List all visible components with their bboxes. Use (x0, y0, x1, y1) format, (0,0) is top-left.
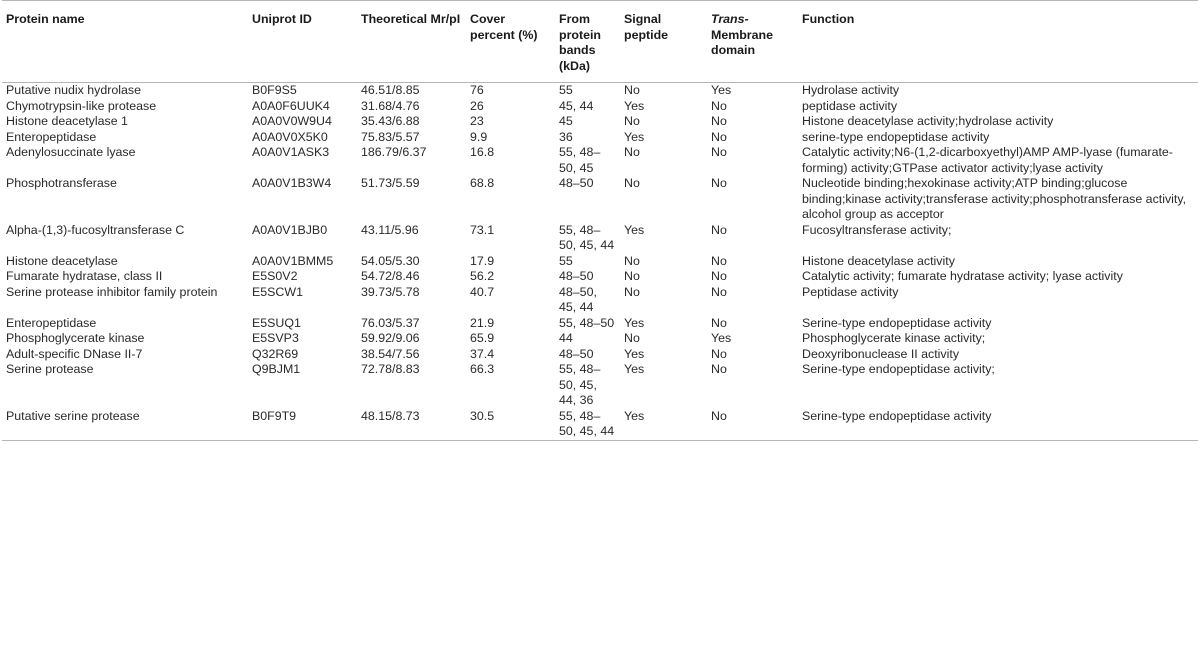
cell-function: Hydrolase activity (802, 83, 900, 97)
cell-protein-name: Phosphotransferase (6, 176, 117, 190)
cell-uniprot-id: A0A0V1BMM5 (252, 253, 334, 268)
cell-signal-peptide: Yes (620, 409, 707, 441)
cell-function: serine-type endopeptidase activity (802, 129, 990, 144)
cell-protein-name: Enteropeptidase (6, 129, 97, 144)
cell-theoretical: 186.79/6.37 (361, 145, 427, 159)
cell-protein-name: Putative serine protease (2, 409, 248, 441)
cell-signal-peptide: No (624, 145, 640, 159)
table-row (2, 269, 1198, 285)
cell-from-bands: 55 (559, 83, 573, 97)
cell-uniprot-id: A0A0V1B3W4 (252, 176, 332, 190)
cell-theoretical: 72.78/8.83 (361, 362, 420, 376)
cell-transmembrane: No (711, 176, 727, 190)
cell-from-bands: 55, 48–50, 45, 44 (555, 409, 620, 441)
cell-uniprot-id: A0A0V0W9U4 (252, 114, 332, 128)
table-row (2, 83, 1198, 99)
header-theoretical: Theoretical Mr/pI (357, 1, 466, 83)
cell-theoretical: 54.72/8.46 (361, 269, 420, 283)
cell-signal-peptide: No (624, 253, 640, 268)
cell-function: Phosphoglycerate kinase activity; (802, 331, 986, 345)
cell-transmembrane: No (711, 269, 727, 283)
cell-protein-name: Adenylosuccinate lyase (6, 145, 136, 159)
cell-from-bands: 55, 48–50, 45 (559, 145, 601, 175)
cell-theoretical: 39.73/5.78 (361, 284, 420, 299)
cell-function: Deoxyribonuclease II activity (802, 346, 960, 361)
cell-cover-percent: 56.2 (470, 269, 495, 283)
cell-from-bands: 48–50 (559, 346, 594, 361)
cell-cover-percent: 68.8 (470, 176, 495, 190)
cell-theoretical: 51.73/5.59 (361, 176, 420, 190)
cell-theoretical: 48.15/8.73 (357, 409, 466, 441)
cell-uniprot-id: E5SUQ1 (252, 315, 301, 330)
cell-signal-peptide: Yes (624, 222, 645, 237)
cell-from-bands: 48–50 (559, 269, 594, 283)
cell-transmembrane: No (711, 315, 727, 330)
cell-signal-peptide: Yes (624, 362, 645, 376)
cell-function: Serine-type endopeptidase activity; (802, 362, 995, 376)
cell-from-bands: 55, 48–50, 45, 44 (559, 222, 615, 252)
cell-protein-name: Serine protease (6, 362, 94, 376)
cell-transmembrane: No (711, 362, 727, 376)
header-row (2, 1, 1198, 83)
cell-uniprot-id: A0A0V1BJB0 (252, 222, 328, 237)
cell-transmembrane: Yes (711, 331, 732, 345)
header-protein-name: Protein name (2, 1, 248, 83)
cell-function: peptidase activity (802, 98, 898, 113)
cell-from-bands: 45, 44 (559, 98, 594, 113)
table-row (2, 285, 1198, 316)
cell-function: Histone deacetylase activity (802, 253, 955, 268)
cell-signal-peptide: No (624, 269, 640, 283)
cell-protein-name: Alpha-(1,3)-fucosyltransferase C (6, 222, 185, 237)
cell-cover-percent: 40.7 (470, 284, 495, 299)
cell-cover-percent: 76 (470, 83, 484, 97)
header-signal-peptide: Signal peptide (620, 1, 707, 83)
cell-cover-percent: 26 (470, 98, 484, 113)
cell-theoretical: 35.43/6.88 (361, 114, 420, 128)
cell-transmembrane: No (711, 346, 727, 361)
cell-transmembrane: No (711, 114, 727, 128)
cell-from-bands: 44 (559, 331, 573, 345)
cell-cover-percent: 66.3 (470, 362, 495, 376)
cell-theoretical: 75.83/5.57 (361, 129, 420, 144)
table-row (2, 130, 1198, 146)
cell-signal-peptide: No (624, 114, 640, 128)
cell-uniprot-id: Q9BJM1 (252, 362, 301, 376)
cell-transmembrane: No (711, 129, 727, 144)
cell-from-bands: 48–50, 45, 44 (559, 284, 597, 314)
cell-uniprot-id: B0F9S5 (252, 83, 297, 97)
header-transmembrane-italic: Trans (711, 12, 745, 26)
table-row (2, 362, 1198, 409)
cell-function: Catalytic activity; fumarate hydratase activity; lyase activity (802, 269, 1123, 283)
cell-protein-name: Fumarate hydratase, class II (6, 269, 163, 283)
cell-from-bands: 45 (559, 114, 573, 128)
cell-function: Nucleotide binding;hexokinase activity;ATP binding;glucose binding;kinase activity;transferase activity;phosphotransferase activity, alcohol group as acceptor (802, 176, 1187, 221)
cell-from-bands: 36 (559, 129, 573, 144)
cell-cover-percent: 16.8 (470, 145, 495, 159)
table-row (2, 176, 1198, 223)
cell-signal-peptide: Yes (624, 346, 645, 361)
cell-transmembrane: No (711, 145, 727, 159)
cell-cover-percent: 37.4 (470, 346, 495, 361)
cell-from-bands: 55 (559, 253, 573, 268)
cell-uniprot-id: A0A0V1ASK3 (252, 145, 330, 159)
cell-protein-name: Adult-specific DNase II-7 (6, 346, 143, 361)
cell-uniprot-id: A0A0V0X5K0 (252, 129, 328, 144)
cell-transmembrane: No (707, 409, 798, 441)
cell-from-bands: 48–50 (559, 176, 594, 190)
header-from-bands: From protein bands (kDa) (555, 1, 620, 83)
cell-function: Peptidase activity (802, 284, 899, 299)
table-row (2, 316, 1198, 332)
cell-uniprot-id: E5SCW1 (252, 284, 303, 299)
cell-theoretical: 54.05/5.30 (361, 253, 420, 268)
cell-transmembrane: No (711, 284, 727, 299)
cell-protein-name: Chymotrypsin-like protease (6, 98, 157, 113)
cell-signal-peptide: Yes (624, 315, 645, 330)
cell-function: Fucosyltransferase activity; (802, 222, 952, 237)
cell-cover-percent: 65.9 (470, 331, 495, 345)
table-row (2, 223, 1198, 254)
cell-uniprot-id: Q32R69 (252, 346, 299, 361)
table-row (2, 99, 1198, 115)
table-body (2, 83, 1198, 441)
table-header (2, 1, 1198, 83)
cell-protein-name: Histone deacetylase (6, 253, 118, 268)
table-row (2, 331, 1198, 347)
cell-cover-percent: 73.1 (470, 222, 495, 237)
cell-theoretical: 59.92/9.06 (361, 331, 420, 345)
cell-theoretical: 76.03/5.37 (361, 315, 420, 330)
table-row (2, 145, 1198, 176)
header-transmembrane (707, 1, 798, 83)
table-row (2, 254, 1198, 270)
protein-table (2, 0, 1198, 441)
header-cover-percent: Cover percent (%) (466, 1, 555, 83)
cell-cover-percent: 23 (470, 114, 484, 128)
header-uniprot-id: Uniprot ID (248, 1, 357, 83)
cell-uniprot-id: E5SVP3 (252, 331, 299, 345)
cell-signal-peptide: No (624, 83, 640, 97)
cell-protein-name: Phosphoglycerate kinase (6, 331, 145, 345)
header-function: Function (798, 1, 1198, 83)
cell-theoretical: 46.51/8.85 (361, 83, 420, 97)
table-row (2, 347, 1198, 363)
cell-function: Serine-type endopeptidase activity (798, 409, 1198, 441)
table-row (2, 114, 1198, 130)
cell-protein-name: Putative nudix hydrolase (6, 83, 142, 97)
table-row (2, 409, 1198, 441)
cell-transmembrane: Yes (711, 83, 732, 97)
cell-uniprot-id: B0F9T9 (248, 409, 357, 441)
cell-signal-peptide: Yes (624, 129, 645, 144)
cell-function: Serine-type endopeptidase activity (802, 315, 992, 330)
cell-function: Histone deacetylase activity;hydrolase activity (802, 114, 1054, 128)
cell-signal-peptide: No (624, 331, 640, 345)
cell-theoretical: 31.68/4.76 (361, 98, 420, 113)
cell-function: Catalytic activity;N6-(1,2-dicarboxyethyl)AMP AMP-lyase (fumarate-forming) activity;GTPase activator activity;lyase activity (802, 145, 1173, 175)
cell-theoretical: 38.54/7.56 (361, 346, 420, 361)
cell-from-bands: 55, 48–50 (559, 315, 615, 330)
cell-transmembrane: No (711, 98, 727, 113)
cell-signal-peptide: No (624, 176, 640, 190)
cell-theoretical: 43.11/5.96 (361, 222, 419, 237)
cell-from-bands: 55, 48–50, 45, 44, 36 (559, 362, 601, 407)
cell-signal-peptide: Yes (624, 98, 645, 113)
cell-cover-percent: 21.9 (470, 315, 495, 330)
cell-uniprot-id: E5S0V2 (252, 269, 298, 283)
cell-transmembrane: No (711, 222, 727, 237)
header-transmembrane-rest: -Membrane domain (711, 12, 773, 57)
cell-cover-percent: 30.5 (466, 409, 555, 441)
cell-cover-percent: 17.9 (470, 253, 495, 268)
cell-uniprot-id: A0A0F6UUK4 (252, 98, 330, 113)
cell-protein-name: Enteropeptidase (6, 315, 97, 330)
cell-transmembrane: No (711, 253, 727, 268)
cell-protein-name: Histone deacetylase 1 (6, 114, 128, 128)
cell-signal-peptide: No (624, 284, 640, 299)
cell-cover-percent: 9.9 (470, 129, 488, 144)
cell-protein-name: Serine protease inhibitor family protein (6, 284, 218, 299)
